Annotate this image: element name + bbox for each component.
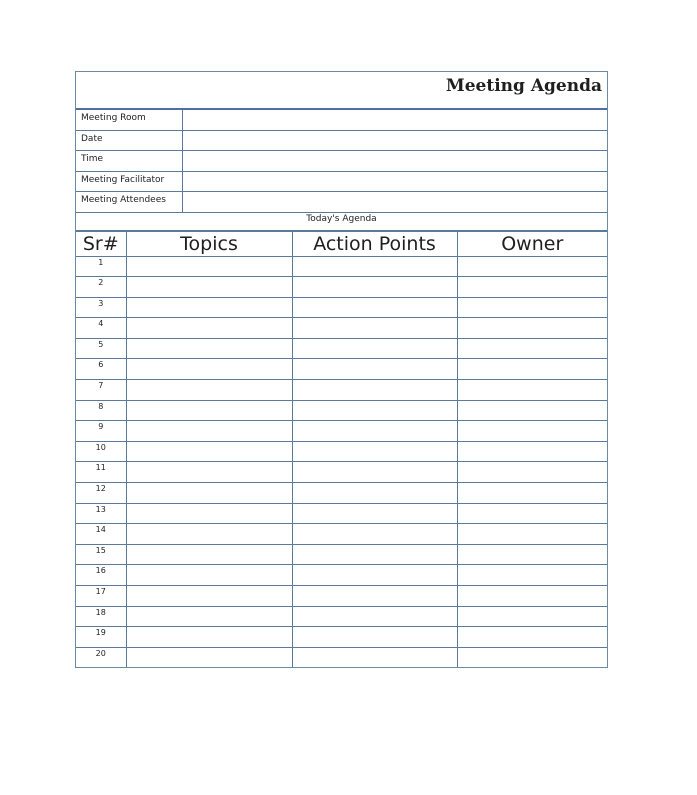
owner-cell[interactable]: [457, 318, 607, 339]
topic-cell[interactable]: [126, 277, 292, 298]
row-number: 15: [76, 544, 126, 565]
row-number: 19: [76, 627, 126, 648]
action-points-cell[interactable]: [292, 544, 457, 565]
info-label: Date: [76, 131, 183, 151]
topic-cell[interactable]: [126, 462, 292, 483]
agenda-table: [76, 231, 607, 668]
owner-cell[interactable]: [457, 606, 607, 627]
topic-cell[interactable]: [126, 380, 292, 401]
agenda-row: [76, 627, 607, 648]
info-value-field[interactable]: [183, 172, 607, 192]
row-number: 12: [76, 483, 126, 504]
owner-cell[interactable]: [457, 462, 607, 483]
row-number: 6: [76, 359, 126, 380]
agenda-row: [76, 462, 607, 483]
agenda-row: [76, 297, 607, 318]
info-row: [76, 110, 607, 131]
row-number: 2: [76, 277, 126, 298]
agenda-row: [76, 359, 607, 380]
owner-cell[interactable]: [457, 338, 607, 359]
owner-cell[interactable]: [457, 277, 607, 298]
owner-cell[interactable]: [457, 544, 607, 565]
topic-cell[interactable]: [126, 359, 292, 380]
column-header-topics: Topics: [126, 231, 292, 256]
topic-cell[interactable]: [126, 256, 292, 277]
owner-cell[interactable]: [457, 400, 607, 421]
agenda-caption: Today's Agenda: [76, 213, 607, 231]
action-points-cell[interactable]: [292, 277, 457, 298]
row-number: 5: [76, 338, 126, 359]
agenda-row: [76, 524, 607, 545]
topic-cell[interactable]: [126, 627, 292, 648]
info-label: Meeting Attendees: [76, 192, 183, 212]
owner-cell[interactable]: [457, 297, 607, 318]
column-header-action-points: Action Points: [292, 231, 457, 256]
owner-cell[interactable]: [457, 359, 607, 380]
topic-cell[interactable]: [126, 421, 292, 442]
info-label: Time: [76, 151, 183, 171]
column-header-sr: Sr#: [76, 231, 126, 256]
agenda-row: [76, 318, 607, 339]
info-label: Meeting Facilitator: [76, 172, 183, 192]
agenda-row: [76, 441, 607, 462]
agenda-row: [76, 606, 607, 627]
agenda-row: [76, 544, 607, 565]
topic-cell[interactable]: [126, 606, 292, 627]
row-number: 16: [76, 565, 126, 586]
row-number: 11: [76, 462, 126, 483]
row-number: 20: [76, 647, 126, 667]
topic-cell[interactable]: [126, 544, 292, 565]
action-points-cell[interactable]: [292, 421, 457, 442]
agenda-row: [76, 483, 607, 504]
row-number: 1: [76, 256, 126, 277]
document-title: Meeting Agenda: [445, 76, 602, 96]
owner-cell[interactable]: [457, 565, 607, 586]
owner-cell[interactable]: [457, 483, 607, 504]
topic-cell[interactable]: [126, 586, 292, 607]
info-row: [76, 151, 607, 172]
info-value-field[interactable]: [183, 131, 607, 151]
info-row: [76, 131, 607, 152]
topic-cell[interactable]: [126, 524, 292, 545]
owner-cell[interactable]: [457, 380, 607, 401]
owner-cell[interactable]: [457, 441, 607, 462]
action-points-cell[interactable]: [292, 462, 457, 483]
topic-cell[interactable]: [126, 647, 292, 667]
row-number: 4: [76, 318, 126, 339]
action-points-cell[interactable]: [292, 606, 457, 627]
meeting-info-section: [76, 110, 607, 213]
row-number: 18: [76, 606, 126, 627]
owner-cell[interactable]: [457, 421, 607, 442]
action-points-cell[interactable]: [292, 647, 457, 667]
owner-cell[interactable]: [457, 627, 607, 648]
topic-cell[interactable]: [126, 338, 292, 359]
action-points-cell[interactable]: [292, 483, 457, 504]
agenda-row: [76, 277, 607, 298]
info-value-field[interactable]: [183, 151, 607, 171]
agenda-row: [76, 380, 607, 401]
agenda-row: [76, 400, 607, 421]
agenda-row: [76, 647, 607, 667]
agenda-row: [76, 586, 607, 607]
agenda-header-row: [76, 231, 607, 256]
topic-cell[interactable]: [126, 297, 292, 318]
owner-cell[interactable]: [457, 647, 607, 667]
owner-cell[interactable]: [457, 256, 607, 277]
topic-cell[interactable]: [126, 318, 292, 339]
topic-cell[interactable]: [126, 565, 292, 586]
row-number: 14: [76, 524, 126, 545]
action-points-cell[interactable]: [292, 338, 457, 359]
action-points-cell[interactable]: [292, 565, 457, 586]
action-points-cell[interactable]: [292, 380, 457, 401]
agenda-row: [76, 421, 607, 442]
owner-cell[interactable]: [457, 524, 607, 545]
topic-cell[interactable]: [126, 483, 292, 504]
meeting-agenda-document: [75, 71, 608, 668]
action-points-cell[interactable]: [292, 586, 457, 607]
column-header-owner: Owner: [457, 231, 607, 256]
info-value-field[interactable]: [183, 110, 607, 130]
topic-cell[interactable]: [126, 503, 292, 524]
agenda-row: [76, 256, 607, 277]
action-points-cell[interactable]: [292, 503, 457, 524]
row-number: 17: [76, 586, 126, 607]
action-points-cell[interactable]: [292, 359, 457, 380]
row-number: 10: [76, 441, 126, 462]
action-points-cell[interactable]: [292, 318, 457, 339]
agenda-row: [76, 503, 607, 524]
topic-cell[interactable]: [126, 400, 292, 421]
action-points-cell[interactable]: [292, 297, 457, 318]
info-value-field[interactable]: [183, 192, 607, 212]
agenda-row: [76, 338, 607, 359]
action-points-cell[interactable]: [292, 441, 457, 462]
action-points-cell[interactable]: [292, 524, 457, 545]
info-row: [76, 192, 607, 213]
row-number: 3: [76, 297, 126, 318]
action-points-cell[interactable]: [292, 400, 457, 421]
owner-cell[interactable]: [457, 503, 607, 524]
row-number: 8: [76, 400, 126, 421]
action-points-cell[interactable]: [292, 256, 457, 277]
owner-cell[interactable]: [457, 586, 607, 607]
title-row: [76, 72, 607, 110]
info-row: [76, 172, 607, 193]
topic-cell[interactable]: [126, 441, 292, 462]
info-label: Meeting Room: [76, 110, 183, 130]
agenda-row: [76, 565, 607, 586]
row-number: 7: [76, 380, 126, 401]
row-number: 9: [76, 421, 126, 442]
action-points-cell[interactable]: [292, 627, 457, 648]
row-number: 13: [76, 503, 126, 524]
